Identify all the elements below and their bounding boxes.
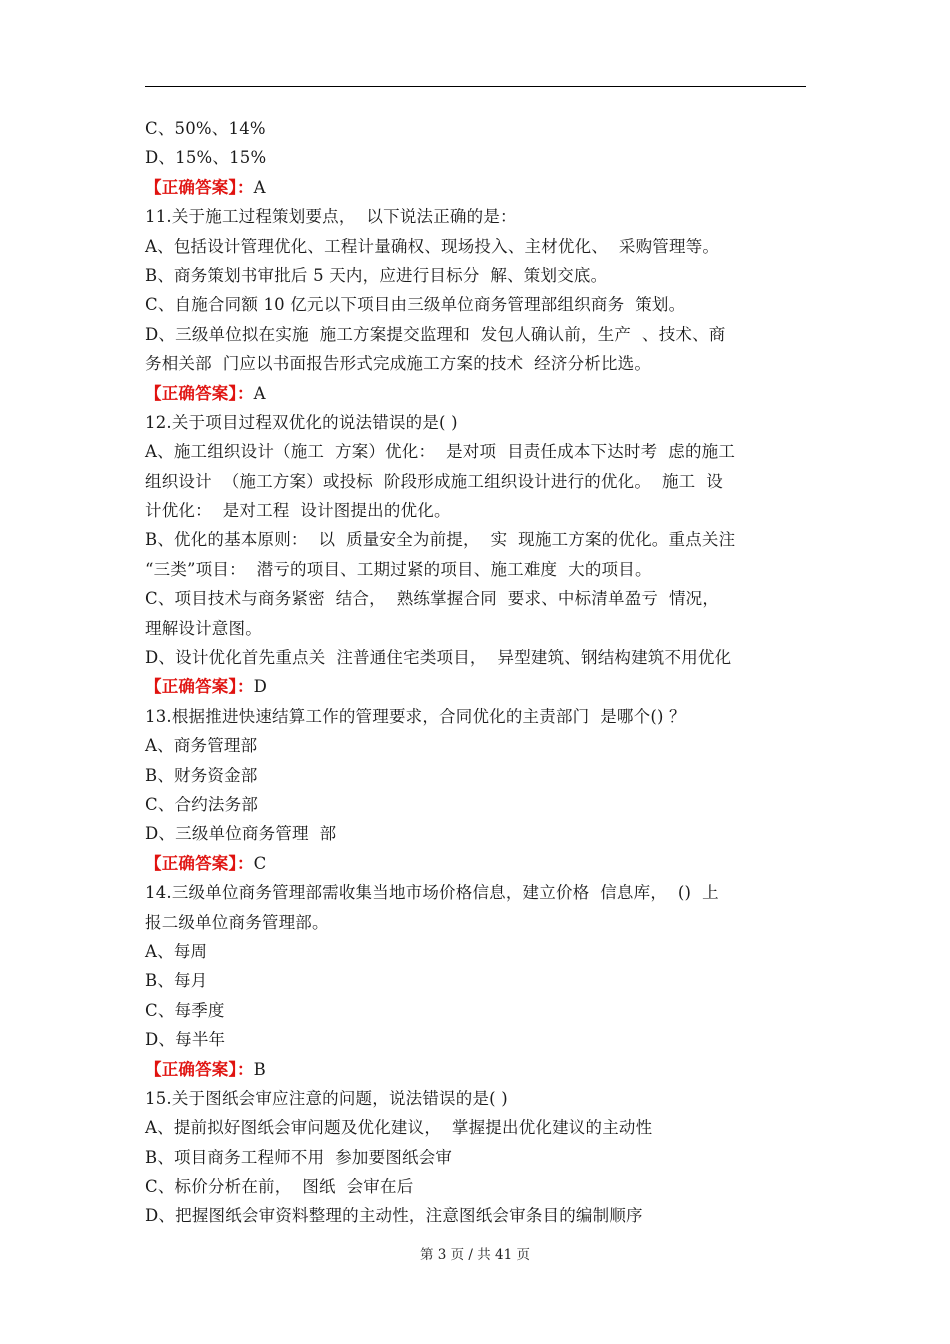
answer-label: 【正确答案】： bbox=[145, 383, 254, 403]
text-line: 报二级单位商务管理部。 bbox=[145, 912, 329, 932]
text-line: D、三级单位商务管理 部 bbox=[145, 824, 337, 844]
text-line: C、标价分析在前， 图纸 会审在后 bbox=[145, 1177, 414, 1197]
answer-line bbox=[145, 1055, 810, 1084]
text-line: C、项目技术与商务紧密 结合， 熟练掌握合同 要求、中标清单盈亏 情况， bbox=[145, 589, 720, 609]
text-line: 13.根据推进快速结算工作的管理要求，合同优化的主责部门 是哪个() ？ bbox=[145, 706, 686, 726]
text-line: D、把握图纸会审资料整理的主动性，注意图纸会审条目的编制顺序 bbox=[145, 1206, 643, 1226]
text-line: C、合约法务部 bbox=[145, 794, 259, 814]
answer-label: 【正确答案】： bbox=[145, 177, 254, 197]
text-line: 11.关于施工过程策划要点， 以下说法正确的是： bbox=[145, 207, 517, 227]
answer-value: C bbox=[253, 853, 267, 873]
text-line: D、设计优化首先重点关 注普通住宅类项目， 异型建筑、钢结构建筑不用优化 bbox=[145, 648, 732, 668]
text-line: A、提前拟好图纸会审问题及优化建议， 掌握提出优化建议的主动性 bbox=[145, 1118, 653, 1138]
text-line: C、自施合同额 10 亿元以下项目由三级单位商务管理部组织商务 策划。 bbox=[145, 295, 686, 315]
text-line: C、50%、14% bbox=[145, 119, 266, 138]
answer-line bbox=[145, 672, 810, 701]
answer-value: B bbox=[253, 1059, 266, 1079]
answer-label: 【正确答案】： bbox=[145, 677, 254, 697]
answer-line bbox=[145, 379, 810, 408]
text-line: B、每月 bbox=[145, 971, 208, 991]
text-line: 14.三级单位商务管理部需收集当地市场价格信息，建立价格 信息库， () 上 bbox=[145, 883, 719, 903]
text-line: 组织设计 （施工方案）或投标 阶段形成施工组织设计进行的优化。 施工 设 bbox=[145, 471, 723, 491]
text-line: D、每半年 bbox=[145, 1030, 226, 1050]
text-line: 理解设计意图。 bbox=[145, 618, 262, 638]
text-line: D、三级单位拟在实施 施工方案提交监理和 发包人确认前，生产 、技术、商 bbox=[145, 324, 726, 344]
text-line: A、商务管理部 bbox=[145, 736, 258, 756]
text-line: 计优化： 是对工程 设计图提出的优化。 bbox=[145, 501, 451, 521]
text-line: A、每周 bbox=[145, 941, 208, 961]
answer-line bbox=[145, 173, 810, 202]
answer-value: A bbox=[253, 383, 266, 403]
answer-label: 【正确答案】： bbox=[145, 1059, 254, 1079]
answer-line bbox=[145, 849, 810, 878]
text-line: B、财务资金部 bbox=[145, 765, 258, 785]
text-line: B、项目商务工程师不用 参加要图纸会审 bbox=[145, 1147, 453, 1167]
header-rule bbox=[145, 86, 806, 87]
answer-label: 【正确答案】： bbox=[145, 853, 254, 873]
text-line: B、商务策划书审批后 5 天内，应进行目标分 解、策划交底。 bbox=[145, 265, 608, 285]
answer-value: A bbox=[253, 177, 266, 197]
text-line: A、施工组织设计（施工 方案）优化： 是对项 目责任成本下达时考 虑的施工 bbox=[145, 442, 736, 462]
text-line: 15.关于图纸会审应注意的问题，说法错误的是( ) bbox=[145, 1088, 508, 1108]
page-footer: 第 3 页 / 共 41 页 bbox=[419, 1247, 531, 1263]
text-line: A、包括设计管理优化、工程计量确权、现场投入、主材优化、 采购管理等。 bbox=[145, 236, 720, 256]
text-line: D、15%、15% bbox=[145, 148, 267, 168]
text-line: B、优化的基本原则： 以 质量安全为前提， 实 现施工方案的优化。重点关注 bbox=[145, 530, 736, 550]
text-line: C、每季度 bbox=[145, 1000, 225, 1020]
text-line: 务相关部 门应以书面报告形式完成施工方案的技术 经济分析比选。 bbox=[145, 354, 652, 374]
text-line: “三类”项目： 潜亏的项目、工期过紧的项目、施工难度 大的项目。 bbox=[145, 559, 652, 579]
answer-value: D bbox=[253, 677, 268, 697]
page-body bbox=[145, 114, 810, 1231]
text-line: 12.关于项目过程双优化的说法错误的是( ) bbox=[145, 412, 458, 432]
